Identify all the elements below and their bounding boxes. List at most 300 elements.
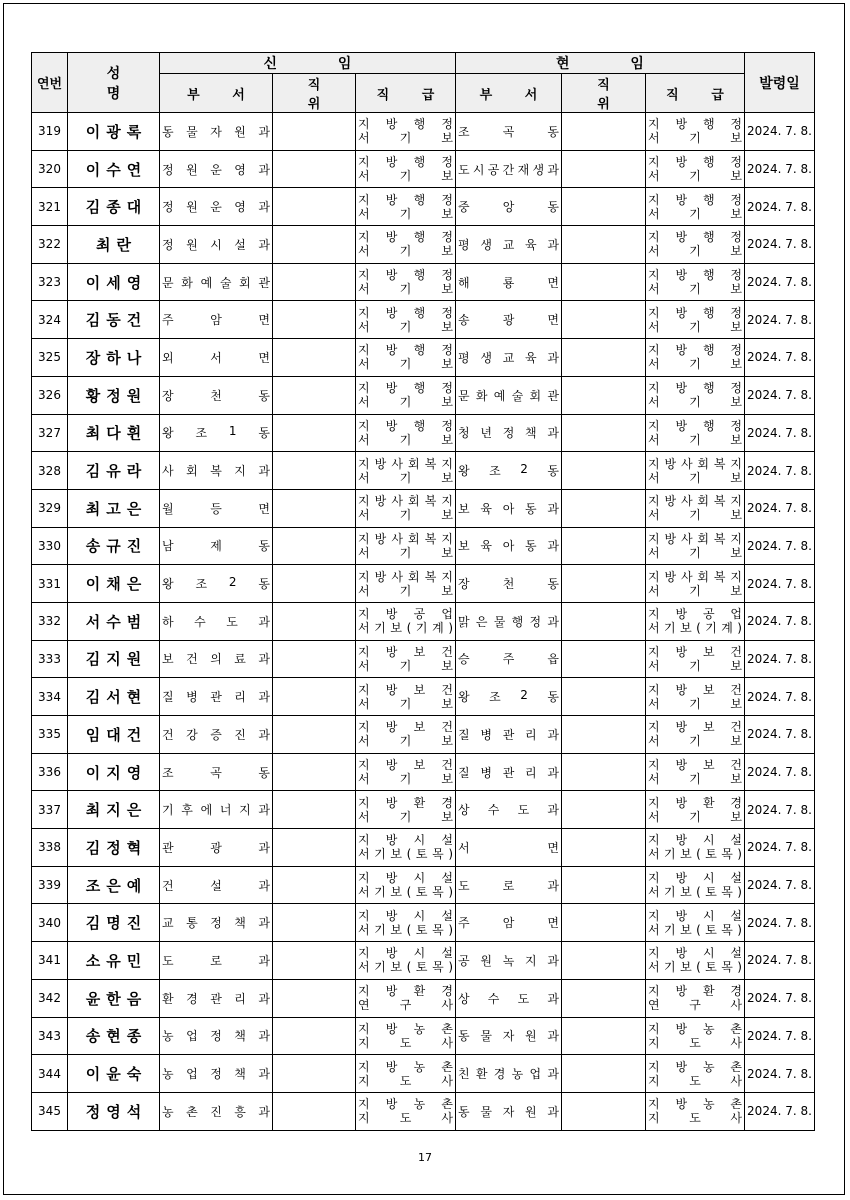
current-grade-line: 지 방 보 건 (648, 644, 742, 659)
current-grade-line: 지 방 농 촌 (648, 1059, 742, 1074)
new-dept (160, 376, 273, 414)
person-name: 이지영 (68, 753, 160, 791)
current-dept (456, 414, 562, 452)
table-row (32, 263, 815, 301)
current-position (562, 602, 646, 640)
new-grade (356, 1055, 456, 1093)
new-grade-line: 지 방 시 설 (358, 908, 453, 923)
new-position (273, 226, 356, 264)
row-number: 336 (32, 753, 68, 791)
new-position (273, 339, 356, 377)
new-position (273, 829, 356, 867)
new-dept (160, 829, 273, 867)
new-grade-line: 지 방 행 정 (358, 418, 453, 433)
current-position (562, 414, 646, 452)
person-name: 송현종 (68, 1017, 160, 1055)
current-dept-text: 보 육 아 동 과 (458, 501, 559, 516)
row-number: 324 (32, 301, 68, 339)
current-dept-text: 해 룡 면 (458, 275, 559, 290)
new-grade (356, 301, 456, 339)
current-dept (456, 339, 562, 377)
table-row (32, 716, 815, 754)
person-name: 소유민 (68, 942, 160, 980)
table-row (32, 602, 815, 640)
new-grade-line: 지 방 행 정 (358, 117, 453, 132)
person-name: 김지원 (68, 640, 160, 678)
new-position (273, 1092, 356, 1130)
new-grade-line: 서 기 보 (358, 432, 453, 447)
new-dept-text: 교 통 정 책 과 (162, 916, 270, 931)
new-position (273, 263, 356, 301)
new-grade-line: 서 기 보 (358, 169, 453, 184)
new-grade (356, 1017, 456, 1055)
new-position (273, 979, 356, 1017)
current-grade-line: 지 방 보 건 (648, 682, 742, 697)
new-dept-text: 사 회 복 지 과 (162, 464, 270, 479)
current-grade-line: 지 방 사 회 복 지 (648, 531, 742, 546)
new-position (273, 150, 356, 188)
new-grade-line: 서 기 보 (358, 470, 453, 485)
current-position (562, 263, 646, 301)
new-grade-line: 지 방 행 정 (358, 230, 453, 245)
current-dept (456, 376, 562, 414)
new-grade (356, 113, 456, 151)
new-dept (160, 150, 273, 188)
new-position (273, 942, 356, 980)
row-number: 337 (32, 791, 68, 829)
new-grade (356, 489, 456, 527)
new-dept-text: 남 제 동 (162, 539, 270, 554)
new-position (273, 602, 356, 640)
new-grade-line: 지 도 사 (358, 1035, 453, 1050)
current-grade-line: 서 기 보 (648, 319, 742, 334)
row-number: 325 (32, 339, 68, 377)
appointment-date: 2024. 7. 8. (745, 1055, 815, 1093)
table-row (32, 1092, 815, 1130)
new-dept (160, 716, 273, 754)
current-dept (456, 263, 562, 301)
new-dept-text: 문 화 예 술 회 관 (162, 275, 270, 290)
appointment-date: 2024. 7. 8. (745, 263, 815, 301)
new-dept-text: 기 후 에 너 지 과 (162, 803, 270, 818)
new-grade (356, 339, 456, 377)
new-grade-line: 지 방 농 촌 (358, 1021, 453, 1036)
row-number: 339 (32, 866, 68, 904)
new-grade (356, 942, 456, 980)
current-grade-line: 지 방 보 건 (648, 758, 742, 773)
new-grade-line: 지 방 농 촌 (358, 1059, 453, 1074)
person-name: 장하나 (68, 339, 160, 377)
row-number: 345 (32, 1092, 68, 1130)
new-grade-line: 지 방 시 설 (358, 833, 453, 848)
table-row (32, 113, 815, 151)
appointment-date: 2024. 7. 8. (745, 716, 815, 754)
current-dept (456, 640, 562, 678)
person-name: 최란 (68, 226, 160, 264)
new-position (273, 565, 356, 603)
appointment-date: 2024. 7. 8. (745, 678, 815, 716)
appointment-date: 2024. 7. 8. (745, 602, 815, 640)
new-dept-text: 건 설 과 (162, 878, 270, 893)
header-current: 현 임 (456, 53, 745, 74)
current-grade (646, 226, 745, 264)
new-grade (356, 150, 456, 188)
person-name: 최지은 (68, 791, 160, 829)
appointment-date: 2024. 7. 8. (745, 150, 815, 188)
current-grade-line: 지 방 사 회 복 지 (648, 456, 742, 471)
row-number: 327 (32, 414, 68, 452)
current-dept-text: 문 화 예 술 회 관 (458, 388, 559, 403)
current-grade-line: 지 방 행 정 (648, 343, 742, 358)
current-grade-line: 서 기 보 (648, 395, 742, 410)
new-dept (160, 452, 273, 490)
current-dept (456, 753, 562, 791)
current-dept-text: 송 광 면 (458, 313, 559, 328)
new-dept (160, 263, 273, 301)
appointment-date: 2024. 7. 8. (745, 452, 815, 490)
header-cur-grade: 직 급 (646, 74, 745, 113)
new-grade-line: 지 방 보 건 (358, 758, 453, 773)
current-dept-text: 도 시 공 간 재 생 과 (458, 162, 559, 177)
new-position (273, 188, 356, 226)
current-grade-line: 지 방 행 정 (648, 305, 742, 320)
appointment-date: 2024. 7. 8. (745, 301, 815, 339)
new-grade (356, 376, 456, 414)
new-position (273, 452, 356, 490)
new-dept-text: 관 광 과 (162, 840, 270, 855)
appointment-date: 2024. 7. 8. (745, 565, 815, 603)
current-grade-line: 서 기 보 ( 토 목 ) (648, 922, 742, 937)
current-position (562, 1092, 646, 1130)
new-grade-line: 지 방 환 경 (358, 795, 453, 810)
new-grade-line: 서 기 보 (358, 658, 453, 673)
person-name: 이채은 (68, 565, 160, 603)
new-dept (160, 1017, 273, 1055)
table-row (32, 829, 815, 867)
current-grade-line: 서 기 보 (648, 131, 742, 146)
table-row (32, 527, 815, 565)
current-grade-line: 지 방 공 업 (648, 607, 742, 622)
new-dept (160, 113, 273, 151)
header-name: 성 명 (68, 53, 160, 113)
current-grade-line: 서 기 보 (648, 357, 742, 372)
current-grade (646, 942, 745, 980)
row-number: 340 (32, 904, 68, 942)
new-dept (160, 1092, 273, 1130)
person-name: 정영석 (68, 1092, 160, 1130)
new-grade-line: 서 기 보 (358, 583, 453, 598)
current-grade-line: 지 방 행 정 (648, 418, 742, 433)
appointment-date: 2024. 7. 8. (745, 640, 815, 678)
current-grade (646, 188, 745, 226)
table-row (32, 904, 815, 942)
new-grade-line: 서 기 보 ( 기 계 ) (358, 621, 453, 636)
current-dept (456, 979, 562, 1017)
current-grade-line: 서 기 보 ( 기 계 ) (648, 621, 742, 636)
current-grade-line: 서 기 보 (648, 508, 742, 523)
person-name: 최다휜 (68, 414, 160, 452)
new-grade (356, 678, 456, 716)
person-name: 이광록 (68, 113, 160, 151)
appointment-date: 2024. 7. 8. (745, 527, 815, 565)
new-grade (356, 640, 456, 678)
new-grade (356, 414, 456, 452)
current-grade (646, 791, 745, 829)
current-dept-text: 조 곡 동 (458, 124, 559, 139)
current-grade (646, 829, 745, 867)
current-dept-text: 승 주 읍 (458, 652, 559, 667)
appointment-date: 2024. 7. 8. (745, 942, 815, 980)
current-grade (646, 376, 745, 414)
current-position (562, 301, 646, 339)
current-dept-text: 상 수 도 과 (458, 991, 559, 1006)
current-position (562, 791, 646, 829)
new-dept-text: 주 암 면 (162, 313, 270, 328)
new-dept-text: 정 원 시 설 과 (162, 237, 270, 252)
new-dept (160, 904, 273, 942)
row-number: 342 (32, 979, 68, 1017)
current-grade (646, 1017, 745, 1055)
new-grade-line: 서 기 보 (358, 319, 453, 334)
row-number: 328 (32, 452, 68, 490)
current-position (562, 753, 646, 791)
new-grade-line: 서 기 보 (358, 244, 453, 259)
new-position (273, 753, 356, 791)
current-position (562, 942, 646, 980)
current-dept-text: 공 원 녹 지 과 (458, 953, 559, 968)
current-dept (456, 188, 562, 226)
person-name: 서수범 (68, 602, 160, 640)
new-grade-line: 서 기 보 (358, 734, 453, 749)
current-dept (456, 791, 562, 829)
row-number: 334 (32, 678, 68, 716)
current-grade-line: 서 기 보 (648, 470, 742, 485)
current-position (562, 678, 646, 716)
current-grade-line: 지 방 환 경 (648, 795, 742, 810)
new-grade-line: 지 방 사 회 복 지 (358, 569, 453, 584)
current-grade-line: 지 방 농 촌 (648, 1097, 742, 1112)
row-number: 332 (32, 602, 68, 640)
person-name: 김서현 (68, 678, 160, 716)
current-grade (646, 904, 745, 942)
new-dept (160, 339, 273, 377)
new-position (273, 414, 356, 452)
current-position (562, 1017, 646, 1055)
person-name: 이세영 (68, 263, 160, 301)
new-grade-line: 지 방 시 설 (358, 946, 453, 961)
new-grade-line: 지 방 시 설 (358, 871, 453, 886)
current-grade (646, 1055, 745, 1093)
new-dept (160, 979, 273, 1017)
current-grade (646, 489, 745, 527)
appointment-date: 2024. 7. 8. (745, 866, 815, 904)
appointment-date: 2024. 7. 8. (745, 979, 815, 1017)
new-grade (356, 791, 456, 829)
new-dept (160, 753, 273, 791)
table-row (32, 640, 815, 678)
current-dept (456, 150, 562, 188)
current-dept (456, 602, 562, 640)
table-row (32, 1055, 815, 1093)
current-grade-line: 서 기 보 (648, 169, 742, 184)
table-row (32, 414, 815, 452)
header-cur-dept: 부 서 (456, 74, 562, 113)
current-grade-line: 지 방 행 정 (648, 117, 742, 132)
current-dept-text: 평 생 교 육 과 (458, 350, 559, 365)
new-grade-line: 서 기 보 (358, 282, 453, 297)
person-name: 김유라 (68, 452, 160, 490)
current-dept (456, 527, 562, 565)
current-dept (456, 452, 562, 490)
current-position (562, 188, 646, 226)
current-dept-text: 동 물 자 원 과 (458, 1029, 559, 1044)
appointment-date: 2024. 7. 8. (745, 791, 815, 829)
new-grade-line: 서 기 보 ( 토 목 ) (358, 922, 453, 937)
new-position (273, 1055, 356, 1093)
new-grade-line: 서 기 보 (358, 395, 453, 410)
new-grade-line: 서 기 보 ( 토 목 ) (358, 960, 453, 975)
new-dept (160, 791, 273, 829)
current-grade-line: 서 기 보 ( 토 목 ) (648, 847, 742, 862)
new-grade-line: 지 방 행 정 (358, 155, 453, 170)
table-body (32, 113, 815, 1131)
header-new-grade: 직 급 (356, 74, 456, 113)
new-dept (160, 527, 273, 565)
current-dept (456, 565, 562, 603)
new-position (273, 716, 356, 754)
current-dept-text: 왕 조 2 동 (458, 462, 559, 479)
new-dept-text: 월 등 면 (162, 501, 270, 516)
header-date: 발령일 (745, 53, 815, 113)
new-dept-text: 농 촌 진 흥 과 (162, 1104, 270, 1119)
current-grade (646, 866, 745, 904)
current-grade-line: 서 기 보 (648, 282, 742, 297)
current-position (562, 1055, 646, 1093)
new-grade (356, 753, 456, 791)
current-dept-text: 동 물 자 원 과 (458, 1104, 559, 1119)
new-grade (356, 226, 456, 264)
new-dept-text: 건 강 증 진 과 (162, 727, 270, 742)
table-row (32, 301, 815, 339)
person-name: 이윤숙 (68, 1055, 160, 1093)
new-grade-line: 지 방 농 촌 (358, 1097, 453, 1112)
appointment-date: 2024. 7. 8. (745, 1017, 815, 1055)
current-grade (646, 113, 745, 151)
new-dept (160, 565, 273, 603)
row-number: 321 (32, 188, 68, 226)
new-dept-text: 농 업 정 책 과 (162, 1029, 270, 1044)
new-grade-line: 서 기 보 (358, 545, 453, 560)
new-dept-text: 조 곡 동 (162, 765, 270, 780)
row-number: 338 (32, 829, 68, 867)
person-name: 윤한음 (68, 979, 160, 1017)
row-number: 331 (32, 565, 68, 603)
table-row (32, 188, 815, 226)
current-dept (456, 866, 562, 904)
current-grade-line: 서 기 보 ( 토 목 ) (648, 885, 742, 900)
current-grade-line: 지 방 행 정 (648, 381, 742, 396)
new-dept-text: 장 천 동 (162, 388, 270, 403)
current-dept-text: 중 앙 동 (458, 200, 559, 215)
row-number: 322 (32, 226, 68, 264)
appointment-date: 2024. 7. 8. (745, 188, 815, 226)
person-name: 김종대 (68, 188, 160, 226)
current-grade (646, 565, 745, 603)
row-number: 326 (32, 376, 68, 414)
person-name: 김명진 (68, 904, 160, 942)
current-grade (646, 452, 745, 490)
current-dept-text: 왕 조 2 동 (458, 688, 559, 705)
new-grade (356, 716, 456, 754)
current-dept (456, 226, 562, 264)
current-grade (646, 1092, 745, 1130)
row-number: 343 (32, 1017, 68, 1055)
current-grade-line: 서 기 보 (648, 583, 742, 598)
current-dept-text: 질 병 관 리 과 (458, 727, 559, 742)
current-position (562, 716, 646, 754)
row-number: 344 (32, 1055, 68, 1093)
current-grade-line: 서 기 보 (648, 809, 742, 824)
current-grade-line: 지 방 행 정 (648, 192, 742, 207)
new-dept (160, 640, 273, 678)
appointment-date: 2024. 7. 8. (745, 1092, 815, 1130)
current-grade-line: 서 기 보 (648, 772, 742, 787)
row-number: 320 (32, 150, 68, 188)
current-grade (646, 678, 745, 716)
current-position (562, 527, 646, 565)
appointment-date: 2024. 7. 8. (745, 489, 815, 527)
new-grade-line: 지 방 사 회 복 지 (358, 531, 453, 546)
current-grade (646, 527, 745, 565)
current-grade (646, 263, 745, 301)
new-position (273, 301, 356, 339)
new-grade-line: 서 기 보 (358, 508, 453, 523)
row-number: 323 (32, 263, 68, 301)
new-grade-line: 지 방 행 정 (358, 343, 453, 358)
current-grade (646, 301, 745, 339)
new-dept (160, 301, 273, 339)
new-position (273, 640, 356, 678)
current-position (562, 640, 646, 678)
new-dept-text: 보 건 의 료 과 (162, 652, 270, 667)
header-new-dept: 부 서 (160, 74, 273, 113)
table-row (32, 150, 815, 188)
new-dept (160, 188, 273, 226)
current-dept-text: 청 년 정 책 과 (458, 426, 559, 441)
new-grade-line: 서 기 보 (358, 772, 453, 787)
new-grade-line: 연 구 사 (358, 998, 453, 1013)
new-grade-line: 서 기 보 (358, 357, 453, 372)
appointment-date: 2024. 7. 8. (745, 904, 815, 942)
current-grade-line: 지 도 사 (648, 1111, 742, 1126)
current-dept-text: 주 암 면 (458, 916, 559, 931)
new-position (273, 527, 356, 565)
new-position (273, 866, 356, 904)
current-dept (456, 489, 562, 527)
new-grade-line: 서 기 보 (358, 809, 453, 824)
table-row (32, 452, 815, 490)
table-row (32, 565, 815, 603)
new-dept-text: 도 로 과 (162, 953, 270, 968)
current-position (562, 226, 646, 264)
person-name: 최고은 (68, 489, 160, 527)
current-grade-line: 지 방 시 설 (648, 871, 742, 886)
new-grade-line: 지 도 사 (358, 1073, 453, 1088)
header-no: 연번 (32, 53, 68, 113)
new-position (273, 904, 356, 942)
current-grade-line: 서 기 보 (648, 734, 742, 749)
new-grade (356, 565, 456, 603)
